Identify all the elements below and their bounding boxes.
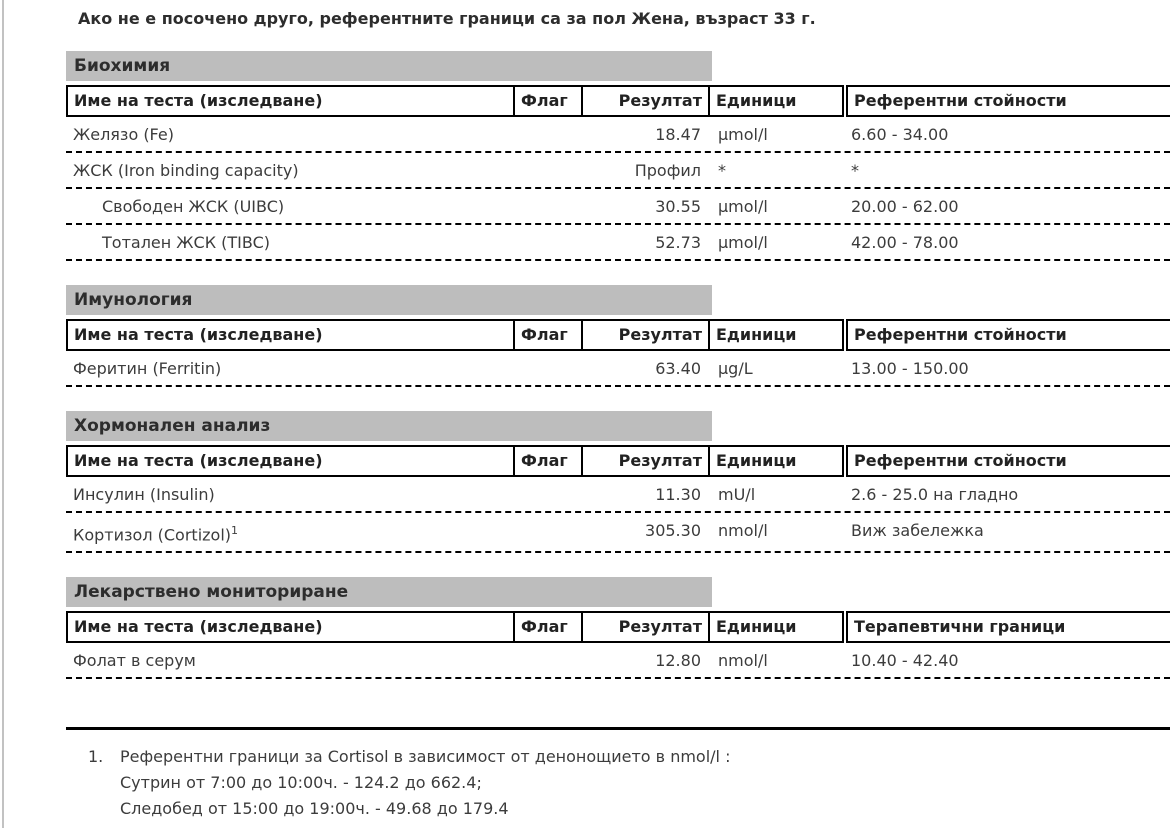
table-header-row bbox=[66, 611, 1170, 643]
test-flag bbox=[513, 233, 583, 252]
test-units: nmol/l bbox=[718, 521, 768, 540]
column-header-units: Единици bbox=[708, 611, 844, 643]
test-result: 63.40 bbox=[655, 359, 701, 378]
column-header-reference: Референтни стойности bbox=[846, 85, 1170, 117]
column-header-units: Единици bbox=[708, 319, 844, 351]
column-header-reference: Референтни стойности bbox=[846, 319, 1170, 351]
test-name: Желязо (Fe) bbox=[73, 125, 174, 144]
column-header-units: Единици bbox=[708, 85, 844, 117]
test-reference: Виж забележка bbox=[851, 521, 984, 540]
table-rows bbox=[66, 351, 1170, 387]
column-header-test-name: Име на теста (изследване) bbox=[66, 611, 515, 643]
report-section bbox=[66, 577, 1170, 679]
report-section bbox=[66, 51, 1170, 261]
test-result-row bbox=[66, 643, 1170, 679]
test-result: 30.55 bbox=[655, 197, 701, 216]
test-flag bbox=[513, 485, 583, 504]
test-flag bbox=[513, 125, 583, 144]
footnote-number: 1. bbox=[88, 747, 104, 767]
test-flag bbox=[513, 521, 583, 544]
report-section bbox=[66, 411, 1170, 553]
column-header-test-name: Име на теста (изследване) bbox=[66, 319, 515, 351]
test-result-row bbox=[66, 351, 1170, 387]
test-reference: 2.6 - 25.0 на гладно bbox=[851, 485, 1019, 504]
test-result: 11.30 bbox=[655, 485, 701, 504]
section-title: Лекарствено мониториране bbox=[74, 582, 349, 603]
test-reference: * bbox=[851, 161, 859, 180]
footnote-line-1: Референтни граници за Cortisol в зависимост от денонощието в nmol/l : bbox=[120, 747, 731, 767]
column-header-result: Резултат bbox=[581, 85, 710, 117]
column-header-flag: Флаг bbox=[513, 611, 583, 643]
test-result: 18.47 bbox=[655, 125, 701, 144]
test-name: Тотален ЖСК (TIBC) bbox=[102, 233, 270, 252]
test-result: 305.30 bbox=[645, 521, 701, 540]
section-title: Имунология bbox=[74, 290, 193, 310]
test-flag bbox=[513, 651, 583, 670]
table-rows bbox=[66, 643, 1170, 679]
test-result-row bbox=[66, 225, 1170, 261]
test-units: µmol/l bbox=[718, 233, 768, 252]
footnote-divider bbox=[66, 727, 1170, 730]
test-result: Профил bbox=[634, 161, 701, 180]
reference-disclaimer: Ако не е посочено друго, референтните граници са за пол Жена, възраст 33 г. bbox=[78, 9, 816, 28]
test-flag bbox=[513, 359, 583, 378]
test-name: Фолат в серум bbox=[73, 651, 196, 671]
section-title-bar bbox=[66, 411, 712, 441]
column-header-units: Единици bbox=[708, 445, 844, 477]
test-flag bbox=[513, 197, 583, 216]
table-header-row bbox=[66, 445, 1170, 477]
test-name: Инсулин (Insulin) bbox=[73, 485, 215, 504]
footnote-block bbox=[66, 744, 1170, 822]
test-name: Кортизол (Cortizol)$^1$ bbox=[73, 524, 239, 545]
footnote-text bbox=[120, 744, 730, 822]
test-name: Феритин (Ferritin) bbox=[73, 359, 222, 378]
test-units: mU/l bbox=[718, 485, 756, 504]
section-title-bar bbox=[66, 51, 712, 81]
column-header-flag: Флаг bbox=[513, 445, 583, 477]
test-units: nmol/l bbox=[718, 651, 768, 671]
sections-container bbox=[66, 51, 1170, 679]
report-content bbox=[66, 0, 1170, 822]
column-header-reference: Терапевтични граници bbox=[846, 611, 1170, 643]
test-result-row bbox=[66, 513, 1170, 553]
section-title-bar bbox=[66, 285, 712, 315]
test-reference: 13.00 - 150.00 bbox=[851, 359, 969, 378]
test-units: * bbox=[718, 161, 726, 180]
column-header-reference: Референтни стойности bbox=[846, 445, 1170, 477]
report-section bbox=[66, 285, 1170, 387]
test-units: µmol/l bbox=[718, 125, 768, 144]
column-header-test-name: Име на теста (изследване) bbox=[66, 445, 515, 477]
test-flag bbox=[513, 161, 583, 180]
test-reference: 6.60 - 34.00 bbox=[851, 125, 949, 144]
table-rows bbox=[66, 477, 1170, 553]
test-result-row bbox=[66, 477, 1170, 513]
test-result-row bbox=[66, 117, 1170, 153]
test-units: µg/L bbox=[718, 359, 753, 378]
test-reference: 10.40 - 42.40 bbox=[851, 651, 959, 671]
footnote-line-2: Сутрин от 7:00 до 10:00ч. - 124.2 до 662.4; bbox=[120, 773, 482, 793]
table-rows bbox=[66, 117, 1170, 261]
column-header-flag: Флаг bbox=[513, 319, 583, 351]
test-name: Свободен ЖСК (UIBC) bbox=[102, 197, 285, 216]
test-result-row bbox=[66, 189, 1170, 225]
section-title: Биохимия bbox=[74, 56, 171, 76]
test-reference: 20.00 - 62.00 bbox=[851, 197, 959, 216]
section-title-bar bbox=[66, 577, 712, 607]
column-header-flag: Флаг bbox=[513, 85, 583, 117]
footnote-line-3: Следобед от 15:00 до 19:00ч. - 49.68 до 179.4 bbox=[120, 799, 509, 819]
column-header-result: Резултат bbox=[581, 319, 710, 351]
column-header-result: Резултат bbox=[581, 611, 710, 643]
test-result: 52.73 bbox=[655, 233, 701, 252]
column-header-test-name: Име на теста (изследване) bbox=[66, 85, 515, 117]
test-name: ЖСК (Iron binding capacity) bbox=[73, 161, 299, 180]
test-result: 12.80 bbox=[655, 651, 701, 671]
test-result-row bbox=[66, 153, 1170, 189]
table-header-row bbox=[66, 85, 1170, 117]
test-reference: 42.00 - 78.00 bbox=[851, 233, 959, 252]
column-header-result: Резултат bbox=[581, 445, 710, 477]
test-units: µmol/l bbox=[718, 197, 768, 216]
footnote-marker: 1 bbox=[231, 524, 239, 537]
table-header-row bbox=[66, 319, 1170, 351]
section-title: Хормонален анализ bbox=[74, 416, 271, 436]
page-edge-line bbox=[2, 0, 4, 828]
